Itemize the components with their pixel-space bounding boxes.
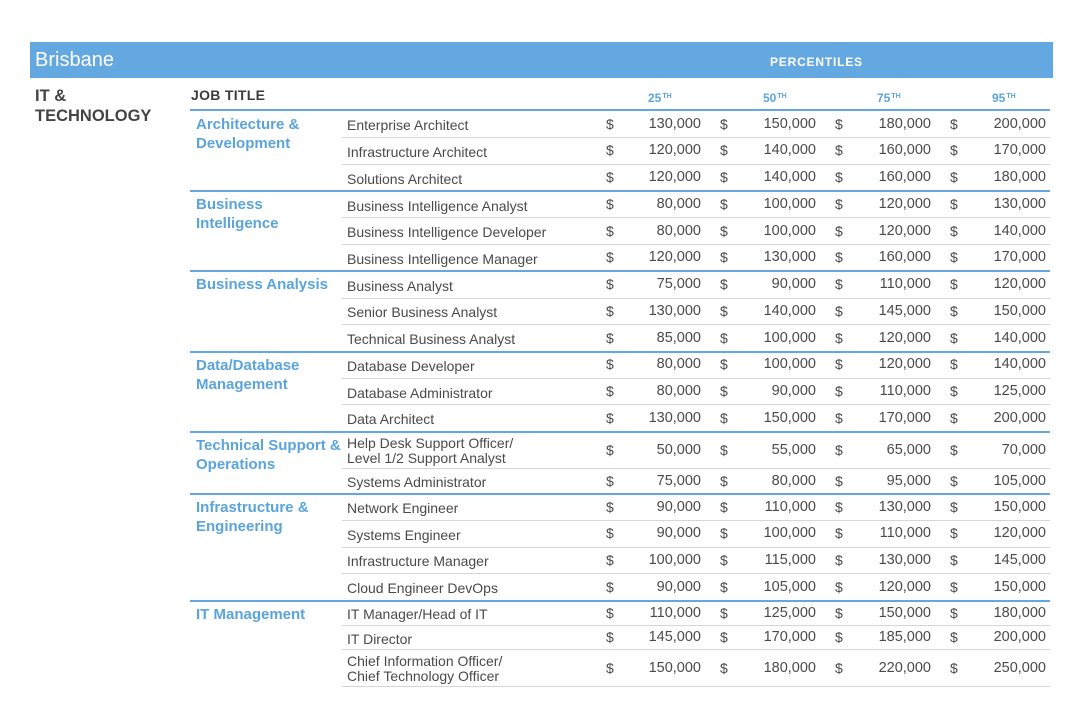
salary-p50: 140,000 [763,142,816,159]
salary-p95: 200,000 [993,409,1046,426]
salary-p50: 130,000 [763,249,816,266]
salary-p95: 200,000 [993,629,1046,646]
salary-p50: 100,000 [763,356,816,373]
currency-symbol: $ [606,115,614,132]
salary-p25: 145,000 [648,629,701,646]
currency-symbol: $ [720,222,728,239]
salary-p95: 170,000 [993,142,1046,159]
currency-symbol: $ [606,498,614,515]
currency-symbol: $ [950,659,958,676]
currency-symbol: $ [720,169,728,186]
salary-p75: 110,000 [879,276,931,293]
currency-symbol: $ [835,629,843,646]
salary-p95: 140,000 [993,356,1046,373]
currency-symbol: $ [606,441,614,458]
group-label: Business Intelligence [196,196,279,233]
row-divider [342,547,1050,548]
currency-symbol: $ [720,441,728,458]
currency-symbol: $ [950,525,958,542]
currency-symbol: $ [720,551,728,568]
salary-p95: 140,000 [993,329,1046,346]
currency-symbol: $ [835,498,843,515]
header-banner [30,42,1053,78]
currency-symbol: $ [606,196,614,212]
salary-p75: 110,000 [879,525,931,542]
job-title: Business Intelligence Analyst [347,197,528,214]
job-title: Chief Information Officer/ Chief Technology Officer [347,652,503,684]
currency-symbol: $ [720,472,728,489]
row-divider [342,217,1050,218]
salary-p75: 120,000 [878,222,931,239]
salary-p95: 120,000 [993,525,1046,542]
currency-symbol: $ [606,276,614,293]
currency-symbol: $ [950,196,958,212]
section-title-line2: TECHNOLOGY [35,107,152,125]
currency-symbol: $ [835,196,843,212]
salary-p95: 250,000 [993,659,1046,676]
currency-symbol: $ [606,249,614,266]
salary-p75: 145,000 [878,302,931,319]
salary-p75: 150,000 [878,604,931,621]
currency-symbol: $ [720,629,728,646]
job-title: Senior Business Analyst [347,304,498,321]
currency-symbol: $ [835,525,843,542]
salary-p50: 125,000 [763,604,816,621]
salary-p75: 110,000 [879,383,931,399]
row-divider [342,324,1050,325]
row-divider [342,298,1050,299]
salary-p95: 200,000 [993,115,1046,132]
group-label: Data/Database Management [196,356,300,393]
currency-symbol: $ [606,329,614,346]
currency-symbol: $ [950,302,958,319]
salary-p75: 95,000 [886,472,931,489]
salary-p50: 90,000 [771,276,816,293]
job-title: IT Manager/Head of IT [347,606,488,623]
group-label: Architecture & Development [196,116,300,152]
currency-symbol: $ [606,472,614,489]
salary-p95: 125,000 [993,383,1046,399]
currency-symbol: $ [950,329,958,346]
row-divider [342,244,1050,245]
group-divider [190,351,1050,353]
salary-p25: 80,000 [656,383,701,399]
salary-p75: 180,000 [878,115,931,132]
salary-p50: 100,000 [763,525,816,542]
salary-p50: 105,000 [763,578,816,595]
salary-p25: 75,000 [656,472,701,489]
salary-p25: 130,000 [648,302,701,319]
salary-p50: 55,000 [771,441,816,458]
currency-symbol: $ [835,578,843,595]
currency-symbol: $ [835,169,843,186]
currency-symbol: $ [720,383,728,399]
currency-symbol: $ [720,525,728,542]
salary-p95: 180,000 [993,604,1046,621]
salary-p95: 140,000 [993,222,1046,239]
job-title: Systems Administrator [347,474,487,491]
salary-p25: 120,000 [648,142,701,159]
currency-symbol: $ [606,604,614,621]
row-divider [342,137,1050,138]
salary-p25: 90,000 [656,525,701,542]
currency-symbol: $ [950,441,958,458]
salary-p95: 120,000 [993,276,1046,293]
salary-p75: 120,000 [878,356,931,373]
salary-p95: 70,000 [1001,441,1046,458]
currency-symbol: $ [720,356,728,373]
job-title: Network Engineer [347,500,459,517]
salary-p75: 160,000 [878,249,931,266]
job-title: Technical Business Analyst [347,331,516,348]
group-divider [190,431,1050,433]
row-divider [342,404,1050,405]
row-divider [342,520,1050,521]
group-divider [190,493,1050,495]
p95-header: 95TH [992,91,1016,105]
currency-symbol: $ [720,196,728,212]
salary-p25: 80,000 [656,196,701,212]
salary-p25: 100,000 [648,551,701,568]
group-label: Business Analysis [196,276,329,294]
salary-p75: 220,000 [878,659,931,676]
salary-p50: 110,000 [764,498,816,515]
currency-symbol: $ [606,578,614,595]
salary-p25: 130,000 [648,115,701,132]
salary-p95: 150,000 [993,498,1046,515]
salary-p50: 100,000 [763,222,816,239]
city-title: Brisbane [35,49,114,71]
currency-symbol: $ [950,276,958,293]
currency-symbol: $ [950,222,958,239]
salary-p25: 80,000 [656,356,701,373]
currency-symbol: $ [835,222,843,239]
currency-symbol: $ [835,249,843,266]
salary-p50: 115,000 [764,551,816,568]
p25-header: 25TH [648,91,672,105]
row-divider [342,164,1050,165]
currency-symbol: $ [950,472,958,489]
currency-symbol: $ [606,629,614,646]
section-title [35,86,175,126]
percentiles-label: PERCENTILES [770,55,863,69]
row-divider [342,686,1050,687]
section-title-line1: IT & [35,87,67,105]
salary-p75: 120,000 [878,196,931,212]
group-label: Infrastructure & Engineering [196,498,309,535]
currency-symbol: $ [950,629,958,646]
currency-symbol: $ [606,659,614,676]
job-title: Data Architect [347,411,435,428]
salary-p75: 120,000 [878,578,931,595]
job-title: Business Analyst [347,277,453,294]
salary-p25: 120,000 [648,249,701,266]
salary-p50: 90,000 [771,383,816,399]
salary-p50: 170,000 [763,629,816,646]
currency-symbol: $ [720,578,728,595]
salary-p50: 150,000 [763,115,816,132]
salary-p50: 80,000 [771,472,816,489]
salary-p75: 185,000 [878,629,931,646]
currency-symbol: $ [606,356,614,373]
currency-symbol: $ [720,604,728,621]
currency-symbol: $ [950,249,958,266]
row-divider [342,649,1050,650]
currency-symbol: $ [835,409,843,426]
salary-p95: 150,000 [993,578,1046,595]
salary-p75: 170,000 [878,409,931,426]
currency-symbol: $ [835,276,843,293]
p50-header: 50TH [763,91,787,105]
currency-symbol: $ [835,383,843,399]
salary-p25: 50,000 [656,441,701,458]
salary-p75: 160,000 [878,142,931,159]
currency-symbol: $ [606,383,614,399]
salary-p25: 90,000 [656,578,701,595]
header-divider [190,109,1050,111]
job-title: Infrastructure Architect [347,143,488,160]
currency-symbol: $ [720,329,728,346]
row-divider [342,468,1050,469]
salary-p95: 180,000 [993,169,1046,186]
currency-symbol: $ [835,302,843,319]
job-title: Enterprise Architect [347,117,469,134]
salary-p50: 150,000 [763,409,816,426]
salary-p50: 140,000 [763,169,816,186]
currency-symbol: $ [835,441,843,458]
salary-p50: 100,000 [763,329,816,346]
job-title: Cloud Engineer DevOps [347,580,498,597]
salary-p25: 90,000 [656,498,701,515]
currency-symbol: $ [720,249,728,266]
salary-p95: 170,000 [993,249,1046,266]
salary-p50: 180,000 [763,659,816,676]
job-title-header: JOB TITLE [191,87,266,103]
salary-p75: 130,000 [878,498,931,515]
currency-symbol: $ [720,276,728,293]
job-title: Business Intelligence Manager [347,250,538,267]
group-divider [190,190,1050,192]
salary-p25: 150,000 [648,659,701,676]
currency-symbol: $ [606,302,614,319]
currency-symbol: $ [950,115,958,132]
job-title: Business Intelligence Developer [347,224,547,241]
currency-symbol: $ [950,409,958,426]
row-divider [342,625,1050,626]
currency-symbol: $ [950,551,958,568]
currency-symbol: $ [720,409,728,426]
currency-symbol: $ [950,498,958,515]
job-title: Help Desk Support Officer/ Level 1/2 Support Analyst [347,434,514,466]
currency-symbol: $ [950,578,958,595]
job-title: Database Developer [347,357,475,374]
currency-symbol: $ [606,142,614,159]
group-label: IT Management [196,605,306,623]
currency-symbol: $ [606,525,614,542]
p75-header: 75TH [877,91,901,105]
currency-symbol: $ [720,302,728,319]
salary-p95: 145,000 [993,551,1046,568]
currency-symbol: $ [950,169,958,186]
salary-p25: 75,000 [656,276,701,293]
currency-symbol: $ [950,356,958,373]
salary-p50: 100,000 [763,196,816,212]
salary-p75: 160,000 [878,169,931,186]
job-title: Infrastructure Manager [347,553,489,570]
salary-p50: 140,000 [763,302,816,319]
job-title: Systems Engineer [347,526,461,543]
group-label: Technical Support & Operations [196,436,341,473]
currency-symbol: $ [606,551,614,568]
currency-symbol: $ [835,659,843,676]
currency-symbol: $ [720,498,728,515]
salary-p25: 80,000 [656,222,701,239]
currency-symbol: $ [835,115,843,132]
salary-p25: 130,000 [648,409,701,426]
salary-p25: 110,000 [649,604,701,621]
salary-p25: 120,000 [648,169,701,186]
salary-p75: 130,000 [878,551,931,568]
salary-p95: 105,000 [993,472,1046,489]
row-divider [342,573,1050,574]
currency-symbol: $ [606,169,614,186]
currency-symbol: $ [835,551,843,568]
currency-symbol: $ [950,383,958,399]
salary-p75: 120,000 [878,329,931,346]
group-divider [190,270,1050,272]
currency-symbol: $ [606,222,614,239]
currency-symbol: $ [606,409,614,426]
salary-p95: 150,000 [993,302,1046,319]
currency-symbol: $ [835,329,843,346]
currency-symbol: $ [950,604,958,621]
currency-symbol: $ [835,604,843,621]
job-title: Solutions Architect [347,170,463,187]
group-divider [190,600,1050,602]
currency-symbol: $ [950,142,958,159]
job-title: Database Administrator [347,384,493,401]
row-divider [342,378,1050,379]
salary-p25: 85,000 [656,329,701,346]
currency-symbol: $ [720,142,728,159]
currency-symbol: $ [835,472,843,489]
job-title: IT Director [347,630,413,647]
currency-symbol: $ [720,659,728,676]
currency-symbol: $ [835,356,843,373]
currency-symbol: $ [835,142,843,159]
salary-p95: 130,000 [993,196,1046,212]
salary-p75: 65,000 [886,441,931,458]
currency-symbol: $ [720,115,728,132]
